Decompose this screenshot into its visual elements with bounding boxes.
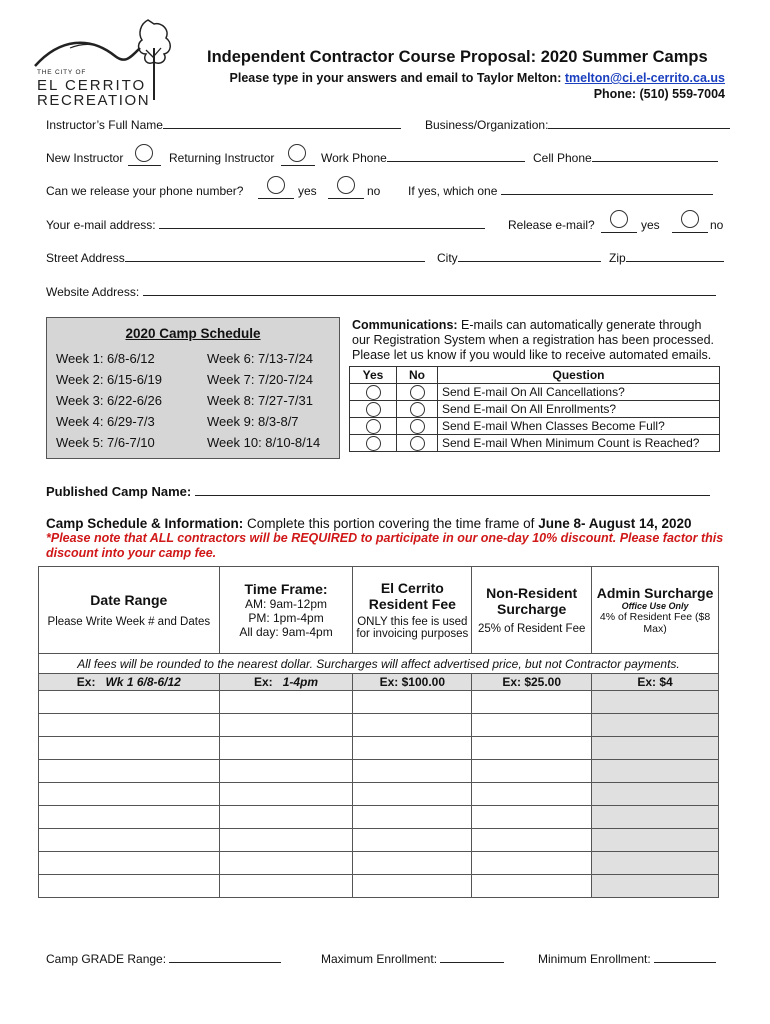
example-date [39, 674, 220, 691]
min-label: Minimum Enrollment: [538, 952, 651, 966]
header-admin-title: Admin Surcharge [596, 585, 714, 601]
fee-row [39, 691, 719, 714]
grade-row [46, 952, 281, 966]
website-row [46, 285, 716, 299]
comm-yes-radio[interactable] [366, 385, 381, 400]
release-phone-yes-radio[interactable] [267, 176, 285, 194]
camp-schedule-box [46, 317, 340, 459]
communications-text [352, 318, 722, 363]
camp-schedule-table [56, 348, 337, 453]
comm-row [350, 401, 720, 418]
work-phone-input[interactable] [387, 161, 525, 162]
fee-cell[interactable] [353, 852, 472, 875]
fee-cell[interactable] [219, 783, 353, 806]
fee-cell [592, 783, 719, 806]
comm-no-radio[interactable] [410, 385, 425, 400]
email-input[interactable] [159, 228, 485, 229]
max-row [321, 952, 504, 966]
business-input[interactable] [548, 128, 730, 129]
returning-instructor-radio[interactable] [288, 144, 306, 162]
which-one-row [408, 184, 713, 198]
comm-question: Send E-mail When Minimum Count is Reached? [438, 435, 720, 452]
comm-question: Send E-mail On All Enrollments? [438, 401, 720, 418]
fee-cell[interactable] [472, 760, 592, 783]
schedule-week: Week 2: 6/15-6/19 [56, 372, 162, 387]
header-time-frame [219, 567, 353, 654]
example-time-value: 1-4pm [282, 675, 319, 689]
fee-cell [592, 806, 719, 829]
fee-row [39, 829, 719, 852]
which-one-label: If yes, which one [408, 184, 498, 198]
fee-cell[interactable] [353, 691, 472, 714]
cell-phone-row [533, 151, 718, 165]
returning-instructor-label: Returning Instructor [169, 151, 275, 165]
contact-phone: Phone: (510) 559-7004 [593, 87, 725, 101]
schedule-week: Week 9: 8/3-8/7 [207, 414, 299, 429]
published-row [46, 484, 710, 499]
comm-header-yes: Yes [350, 367, 397, 384]
fee-cell [592, 760, 719, 783]
comm-row [350, 418, 720, 435]
fee-cell[interactable] [219, 760, 353, 783]
fee-cell[interactable] [39, 829, 220, 852]
header-resident-fee [353, 567, 472, 654]
schedule-row [56, 369, 337, 390]
fee-cell[interactable] [353, 737, 472, 760]
comm-no-radio[interactable] [410, 419, 425, 434]
comm-yes-radio[interactable] [366, 419, 381, 434]
new-instructor-label: New Instructor [46, 151, 124, 165]
release-email-yes-radio[interactable] [610, 210, 628, 228]
comm-row [350, 435, 720, 452]
example-date-label: Ex: [76, 675, 96, 689]
business-label: Business/Organization: [425, 118, 549, 132]
fee-cell[interactable] [39, 737, 220, 760]
fee-cell [592, 852, 719, 875]
fee-cell[interactable] [472, 737, 592, 760]
fee-cell[interactable] [39, 714, 220, 737]
schedule-row [56, 348, 337, 369]
schedule-week: Week 5: 7/6-7/10 [56, 435, 155, 450]
fee-row [39, 737, 719, 760]
zip-label: Zip [609, 251, 626, 265]
comm-question: Send E-mail When Classes Become Full? [438, 418, 720, 435]
grade-input[interactable] [169, 962, 281, 963]
fee-row [39, 806, 719, 829]
fee-cell [592, 737, 719, 760]
release-email-no-radio[interactable] [681, 210, 699, 228]
comm-no-cell [397, 384, 438, 401]
full-name-label: Instructor’s Full Name [46, 118, 163, 132]
fee-cell[interactable] [219, 875, 353, 898]
release-email-label: Release e-mail? [508, 218, 595, 232]
example-nonresident: Ex: $25.00 [472, 674, 592, 691]
zip-input[interactable] [626, 261, 724, 262]
website-label: Website Address: [46, 285, 140, 299]
min-row [538, 952, 716, 966]
fee-row [39, 875, 719, 898]
discount-note: *Please note that ALL contractors will be REQUIRED to participate in our one-day 10% discount. Please factor this discount into your camp fee. [46, 531, 724, 560]
street-input[interactable] [125, 261, 425, 262]
fee-cell[interactable] [39, 806, 220, 829]
comm-yes-cell [350, 418, 397, 435]
release-phone-yes-label: yes [298, 184, 317, 198]
city-row [437, 251, 601, 265]
min-input[interactable] [654, 962, 716, 963]
schedule-week: Week 6: 7/13-7/24 [207, 351, 313, 366]
page-title: Independent Contractor Course Proposal: 2020 Summer Camps [207, 48, 708, 66]
schedule-week: Week 7: 7/20-7/24 [207, 372, 313, 387]
full-name-row [46, 118, 401, 132]
email-label: Your e-mail address: [46, 218, 156, 232]
schedule-row [56, 432, 337, 453]
comm-row [350, 384, 720, 401]
fee-notice: All fees will be rounded to the nearest dollar. Surcharges will affect advertised price, but not Contractor payments. [39, 654, 719, 674]
header-nonresident-sub: 25% of Resident Fee [477, 623, 586, 635]
schedule-week: Week 8: 7/27-7/31 [207, 393, 313, 408]
logo-line-2: EL CERRITO [37, 77, 147, 94]
fee-table [38, 566, 719, 898]
example-date-value: Wk 1 6/8-6/12 [105, 675, 181, 689]
example-time-label: Ex: [254, 675, 273, 689]
instructions [230, 71, 725, 85]
comm-yes-radio[interactable] [366, 436, 381, 451]
fee-cell [592, 875, 719, 898]
fee-cell[interactable] [219, 691, 353, 714]
fee-cell[interactable] [472, 875, 592, 898]
header-resident-title: El Cerrito Resident Fee [368, 580, 456, 612]
fee-cell[interactable] [353, 760, 472, 783]
comm-yes-cell [350, 435, 397, 452]
fee-row [39, 783, 719, 806]
fee-cell[interactable] [472, 806, 592, 829]
contact-email-link[interactable]: tmelton@ci.el-cerrito.ca.us [564, 71, 725, 85]
camp-info-dates: June 8- August 14, 2020 [538, 516, 692, 531]
camp-info-label: Camp Schedule & Information: [46, 516, 244, 531]
example-resident: Ex: $100.00 [353, 674, 472, 691]
comm-no-cell [397, 435, 438, 452]
schedule-row [56, 390, 337, 411]
comm-header-question: Question [438, 367, 720, 384]
fee-cell[interactable] [39, 691, 220, 714]
header-admin [592, 567, 719, 654]
fee-row [39, 714, 719, 737]
header-nonresident-title: Non-Resident Surcharge [486, 585, 578, 617]
fee-cell[interactable] [219, 806, 353, 829]
schedule-row [56, 411, 337, 432]
cell-phone-label: Cell Phone [533, 151, 592, 165]
fee-cell[interactable] [353, 806, 472, 829]
header-time-frame-sub: AM: 9am-12pm PM: 1pm-4pm All day: 9am-4pm [239, 597, 333, 639]
street-label: Street Address [46, 251, 125, 265]
communications-body: E-mails can automatically generate through our Registration System when a registration has been processed. Please let us know if you would like to receive automated emails. [352, 318, 714, 362]
work-phone-label: Work Phone [321, 151, 387, 165]
fee-cell[interactable] [472, 714, 592, 737]
street-row [46, 251, 425, 265]
comm-yes-radio[interactable] [366, 402, 381, 417]
fee-cell[interactable] [39, 852, 220, 875]
max-input[interactable] [440, 962, 504, 963]
fee-cell[interactable] [353, 875, 472, 898]
cell-phone-input[interactable] [592, 161, 718, 162]
fee-cell[interactable] [472, 852, 592, 875]
grade-label: Camp GRADE Range: [46, 952, 167, 966]
fee-cell[interactable] [219, 737, 353, 760]
new-instructor-radio[interactable] [135, 144, 153, 162]
fee-row [39, 852, 719, 875]
comm-no-cell [397, 401, 438, 418]
header-nonresident [472, 567, 592, 654]
fee-cell[interactable] [39, 875, 220, 898]
fee-cell[interactable] [219, 852, 353, 875]
header-admin-sub: 4% of Resident Fee ($8 Max) [599, 611, 711, 635]
fee-cell[interactable] [472, 783, 592, 806]
communications-table [349, 366, 720, 452]
fee-cell [592, 714, 719, 737]
fee-cell [592, 829, 719, 852]
comm-yes-cell [350, 401, 397, 418]
business-row [425, 118, 730, 132]
release-phone-no-label: no [367, 184, 381, 198]
work-phone-row [321, 151, 525, 165]
city-logo [30, 18, 175, 108]
header-date-range [39, 567, 220, 654]
email-row [46, 218, 485, 232]
comm-no-radio[interactable] [410, 402, 425, 417]
schedule-week: Week 1: 6/8-6/12 [56, 351, 155, 366]
instructions-text: Please type in your answers and email to Taylor Melton: [229, 71, 562, 85]
schedule-week: Week 4: 6/29-7/3 [56, 414, 155, 429]
fee-cell[interactable] [219, 714, 353, 737]
comm-no-cell [397, 418, 438, 435]
zip-row [609, 251, 724, 265]
release-phone-label: Can we release your phone number? [46, 184, 244, 198]
schedule-week: Week 3: 6/22-6/26 [56, 393, 162, 408]
example-time [219, 674, 353, 691]
comm-question: Send E-mail On All Cancellations? [438, 384, 720, 401]
which-one-input[interactable] [501, 194, 713, 195]
fee-cell[interactable] [353, 714, 472, 737]
max-label: Maximum Enrollment: [321, 952, 438, 966]
header-date-range-sub: Please Write Week # and Dates [47, 616, 211, 628]
logo-line-1: THE CITY OF [37, 69, 87, 76]
fee-cell[interactable] [353, 829, 472, 852]
release-email-yes-label: yes [641, 218, 660, 232]
camp-info-text: Complete this portion covering the time frame of [247, 516, 535, 531]
camp-info [46, 516, 726, 531]
city-input[interactable] [458, 261, 601, 262]
header-admin-office: Office Use Only [621, 601, 689, 611]
schedule-week: Week 10: 8/10-8/14 [207, 435, 321, 450]
city-label: City [437, 251, 458, 265]
comm-no-radio[interactable] [410, 436, 425, 451]
fee-row [39, 760, 719, 783]
published-label: Published Camp Name: [46, 484, 192, 499]
fee-cell[interactable] [39, 783, 220, 806]
fee-cell[interactable] [219, 829, 353, 852]
release-phone-no-radio[interactable] [337, 176, 355, 194]
published-input[interactable] [195, 495, 710, 496]
camp-schedule-title: 2020 Camp Schedule [125, 326, 261, 341]
header-time-frame-title: Time Frame: [244, 581, 328, 597]
fee-cell[interactable] [472, 829, 592, 852]
header-date-range-title: Date Range [90, 592, 168, 608]
website-input[interactable] [143, 295, 716, 296]
communications-label: Communications: [352, 318, 458, 332]
release-email-no-label: no [710, 218, 724, 232]
comm-yes-cell [350, 384, 397, 401]
comm-header-no: No [397, 367, 438, 384]
logo-line-3: RECREATION [37, 92, 151, 109]
fee-cell[interactable] [39, 760, 220, 783]
full-name-input[interactable] [163, 128, 401, 129]
fee-cell [592, 691, 719, 714]
fee-cell[interactable] [353, 783, 472, 806]
fee-cell[interactable] [472, 691, 592, 714]
example-admin: Ex: $4 [592, 674, 719, 691]
header-resident-sub: ONLY this fee is used for invoicing purposes [356, 616, 469, 640]
